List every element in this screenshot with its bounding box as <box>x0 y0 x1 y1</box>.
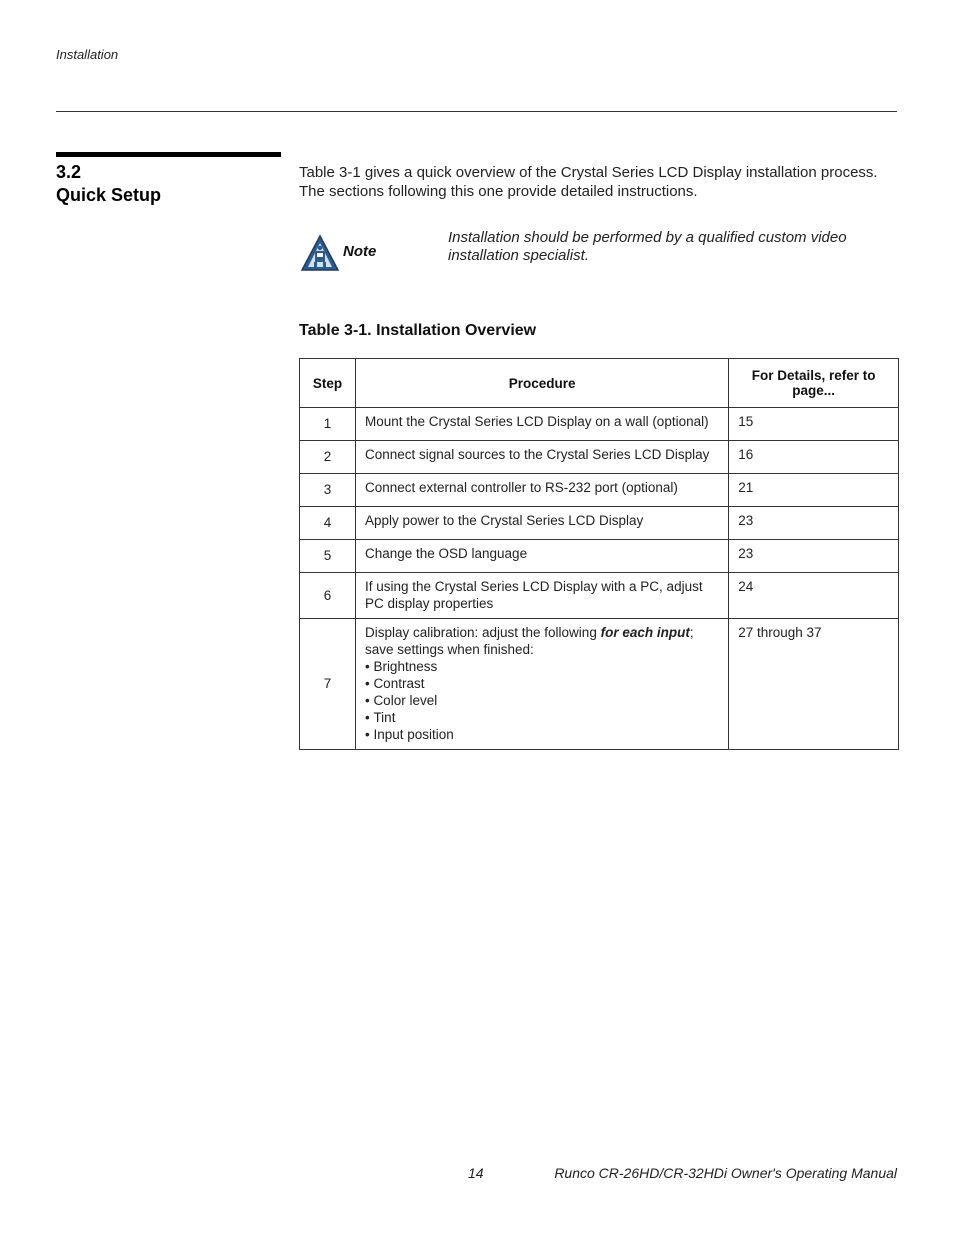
list-item: • Color level <box>365 692 719 709</box>
note-label: Note <box>343 243 377 260</box>
procedure-cell: Connect external controller to RS-232 port (optional) <box>355 474 728 507</box>
step-number: 6 <box>300 573 356 619</box>
procedure-cell: Change the OSD language <box>355 540 728 573</box>
running-head: Installation <box>56 47 119 62</box>
procedure-cell: Mount the Crystal Series LCD Display on a wall (optional) <box>355 408 728 441</box>
intro-paragraph: Table 3-1 gives a quick overview of the Crystal Series LCD Display installation process. The sections following this one provide detailed instructions. <box>299 164 878 200</box>
manual-title: Runco CR-26HD/CR-32HDi Owner's Operating Manual <box>554 1165 897 1181</box>
page-ref-cell: 16 <box>729 441 899 474</box>
page-ref-cell: 23 <box>729 540 899 573</box>
list-item: • Input position <box>365 726 719 743</box>
table-row <box>300 540 899 573</box>
page-ref-cell: 21 <box>729 474 899 507</box>
header-rule <box>56 111 897 112</box>
step-number: 4 <box>300 507 356 540</box>
step-number: 1 <box>300 408 356 441</box>
step-number: 3 <box>300 474 356 507</box>
header-details: For Details, refer to page... <box>729 359 899 408</box>
page-ref-cell: 27 through 37 <box>729 619 899 750</box>
procedure-cell: Apply power to the Crystal Series LCD Display <box>355 507 728 540</box>
table-header-row <box>300 359 899 408</box>
table-row <box>300 441 899 474</box>
list-item: • Contrast <box>365 675 719 692</box>
page-ref-cell: 23 <box>729 507 899 540</box>
section-heading-bar <box>56 152 281 157</box>
table-caption: Table 3-1. Installation Overview <box>299 322 537 339</box>
procedure-tail: ; save settings when finished: <box>364 625 694 657</box>
list-item: • Tint <box>365 709 719 726</box>
list-item: • Brightness <box>365 658 719 675</box>
procedure-cell: If using the Crystal Series LCD Display with a PC, adjust PC display properties <box>355 573 728 619</box>
section-number: 3.2 <box>56 162 82 182</box>
step-number: 5 <box>300 540 356 573</box>
procedure-cell: Connect signal sources to the Crystal Series LCD Display <box>355 441 728 474</box>
table-row <box>300 408 899 441</box>
header-step: Step <box>300 359 356 408</box>
table-row <box>300 573 899 619</box>
step-number: 2 <box>300 441 356 474</box>
page-number: 14 <box>468 1165 484 1181</box>
installation-overview-table <box>299 358 899 750</box>
header-procedure: Procedure <box>355 359 728 408</box>
page-ref-cell: 15 <box>729 408 899 441</box>
step-number: 7 <box>300 619 356 750</box>
page-ref-cell: 24 <box>729 573 899 619</box>
calibration-list <box>365 658 719 743</box>
section-title: Quick Setup <box>56 185 162 205</box>
table-row <box>300 507 899 540</box>
note-text: Installation should be performed by a qualified custom video installation specialist. <box>448 229 847 264</box>
procedure-cell <box>355 619 728 750</box>
procedure-lead: Display calibration: adjust the following <box>364 625 601 640</box>
procedure-emphasis: for each input <box>600 625 690 640</box>
note-warning-icon <box>300 234 340 272</box>
table-row <box>300 474 899 507</box>
table-row <box>300 619 899 750</box>
